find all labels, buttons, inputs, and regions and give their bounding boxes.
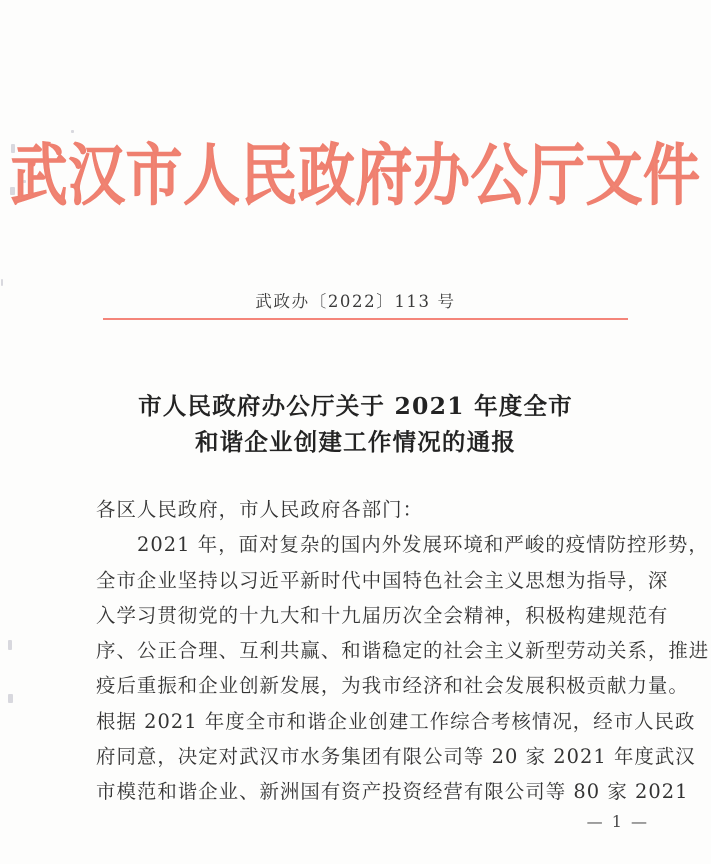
body-line: 疫后重振和企业创新发展，为我市经济和社会发展积极贡献力量。 [96, 674, 689, 698]
body-line: 入学习贯彻党的十九大和十九届历次全会精神，积极构建规范有 [96, 603, 669, 627]
scan-speck [8, 640, 12, 650]
body-line: 序、公正合理、互利共赢、和谐稳定的社会主义新型劳动关系，推进 [96, 639, 710, 663]
title-line-1: 市人民政府办公厅关于 2021 年度全市 [138, 392, 573, 420]
scan-speck [1, 279, 3, 286]
scan-speck [8, 694, 13, 703]
body-line: 全市企业坚持以习近平新时代中国特色社会主义思想为指导，深 [96, 568, 669, 592]
masthead [0, 136, 711, 216]
document-number: 武政办〔2022〕113 号 [255, 292, 456, 311]
scan-speck [71, 130, 74, 133]
page-number: — 1 — [586, 812, 649, 831]
document-body [96, 492, 710, 810]
body-line: 根据 2021 年度全市和谐企业创建工作综合考核情况，经市人民政 [96, 709, 696, 733]
document-title [0, 388, 711, 460]
body-line: 府同意，决定对武汉市水务集团有限公司等 20 家 2021 年度武汉 [96, 745, 696, 769]
body-line: 2021 年，面对复杂的国内外发展环境和严峻的疫情防控形势， [137, 533, 709, 557]
red-separator-rule [103, 318, 628, 320]
body-line: 市模范和谐企业、新洲国有资产投资经营有限公司等 80 家 2021 [96, 780, 689, 804]
masthead-title: 武汉市人民政府办公厅文件 [10, 136, 701, 216]
title-line-2: 和谐企业创建工作情况的通报 [194, 428, 517, 456]
salutation: 各区人民政府，市人民政府各部门： [96, 498, 424, 521]
